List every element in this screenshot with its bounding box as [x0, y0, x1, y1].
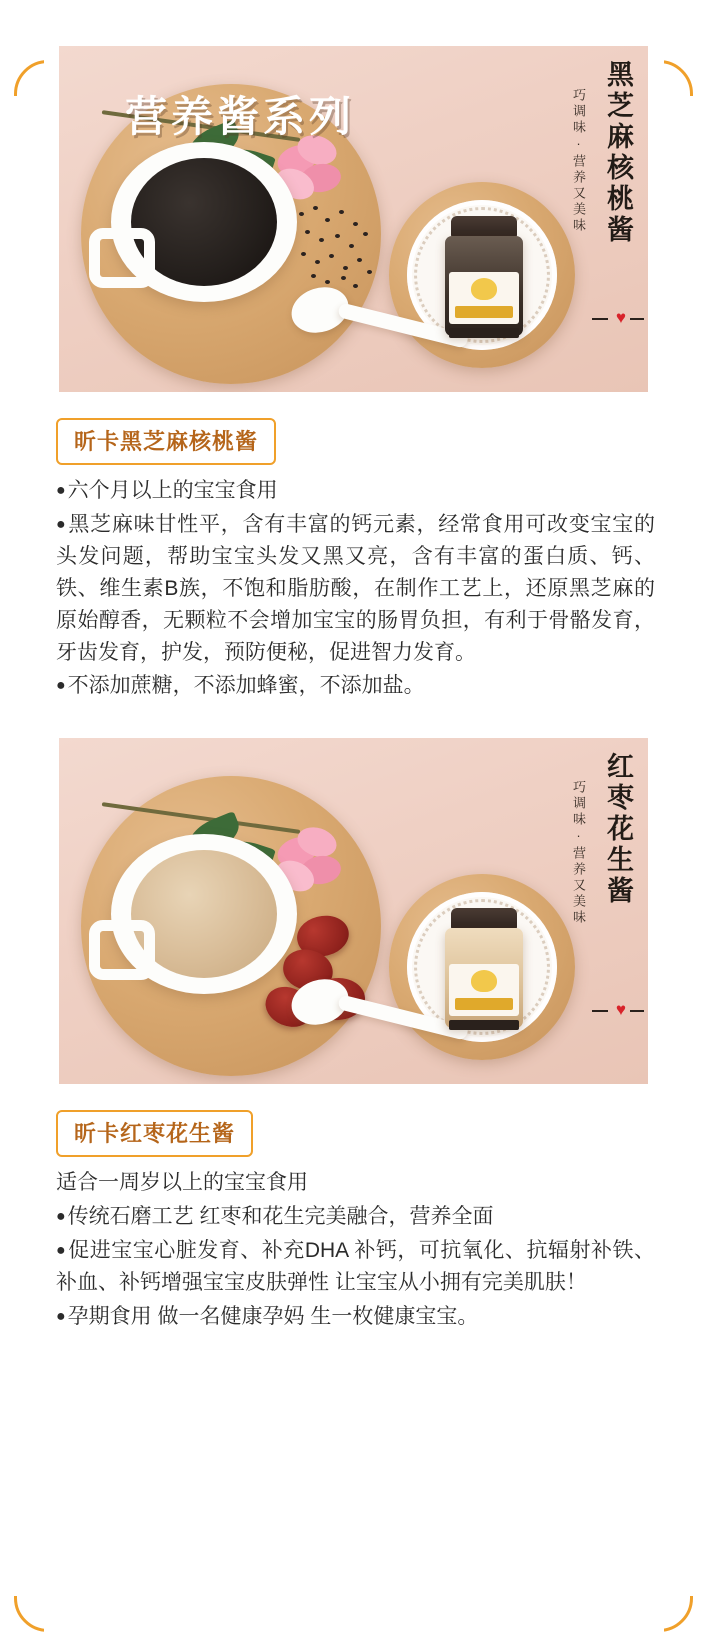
description-line: ● 促进宝宝心脏发育、补充DHA 补钙，可抗氧化、抗辐射补铁、补血、补钙增强宝宝皮肤弹性 让宝宝从小拥有完美肌肤！	[56, 1235, 655, 1299]
divider-dash	[592, 1010, 608, 1012]
jar-label	[449, 964, 519, 1016]
description-line: ● 黑芝麻味甘性平，含有丰富的钙元素，经常食用可改变宝宝的头发问题，帮助宝宝头发又黑又亮，含有丰富的蛋白质、钙、铁、维生素B族，不饱和脂肪酸，在制作工艺上，还原黑芝麻的原始醇香，无颗粒不会增加宝宝的肠胃负担，有利于骨骼发育，牙齿发育，护发，预防便秘，促进智力发育。	[56, 509, 655, 669]
baby-face-icon	[471, 970, 497, 992]
heart-icon: ♥	[615, 1000, 626, 1020]
jar-label-bar	[455, 306, 513, 318]
frame-notch-bottom	[44, 1618, 664, 1644]
divider-dash	[592, 318, 608, 320]
description-line: ● 六个月以上的宝宝食用	[56, 475, 655, 507]
jar-label-bar	[455, 998, 513, 1010]
sesame-seeds	[295, 204, 383, 290]
product-tag-peanut: 昕卡红枣花生酱	[56, 1110, 253, 1157]
jar-lid	[451, 908, 517, 930]
vertical-product-subtitle-peanut: 巧调味·营养又美味	[571, 780, 586, 927]
jar-body	[445, 236, 523, 336]
product-photo-sesame	[59, 46, 648, 392]
jar-label	[449, 272, 519, 324]
page-content	[0, 46, 707, 1333]
product-jar-peanut	[445, 908, 523, 1030]
description-line: ● 传统石磨工艺 红枣和花生完美融合，营养全面	[56, 1201, 655, 1233]
series-title: 营养酱系列	[125, 93, 356, 140]
product-description-peanut	[56, 1167, 655, 1333]
bowl-handle	[89, 228, 155, 288]
divider-dash	[630, 318, 644, 320]
description-line: ● 孕期食用 做一名健康孕妈 生一枚健康宝宝。	[56, 1301, 655, 1333]
baby-face-icon	[471, 278, 497, 300]
product-jar-sesame	[445, 216, 523, 338]
vertical-product-title-peanut: 红枣花生酱	[603, 752, 633, 908]
jar-bottom-strip	[449, 328, 519, 338]
jar-body	[445, 928, 523, 1028]
description-intro: 适合一周岁以上的宝宝食用	[56, 1171, 308, 1195]
product-description-sesame	[56, 475, 655, 702]
product-section-sesame	[0, 392, 707, 702]
jar-bottom-strip	[449, 1020, 519, 1030]
bowl-with-peanut-paste	[111, 834, 297, 994]
product-photo-peanut	[59, 738, 648, 1084]
divider-dash	[630, 1010, 644, 1012]
product-tag-sesame: 昕卡黑芝麻核桃酱	[56, 418, 276, 465]
bowl-handle	[89, 920, 155, 980]
jar-lid	[451, 216, 517, 238]
vertical-product-subtitle-sesame: 巧调味·营养又美味	[571, 88, 586, 234]
heart-icon: ♥	[615, 308, 626, 327]
product-section-peanut	[0, 1084, 707, 1333]
vertical-product-title-sesame: 黑芝麻核桃酱	[603, 60, 633, 246]
product-detail-page	[0, 46, 707, 1646]
description-line: ● 不添加蔗糖，不添加蜂蜜，不添加盐。	[56, 670, 655, 702]
bowl-with-sesame-paste	[111, 142, 297, 302]
